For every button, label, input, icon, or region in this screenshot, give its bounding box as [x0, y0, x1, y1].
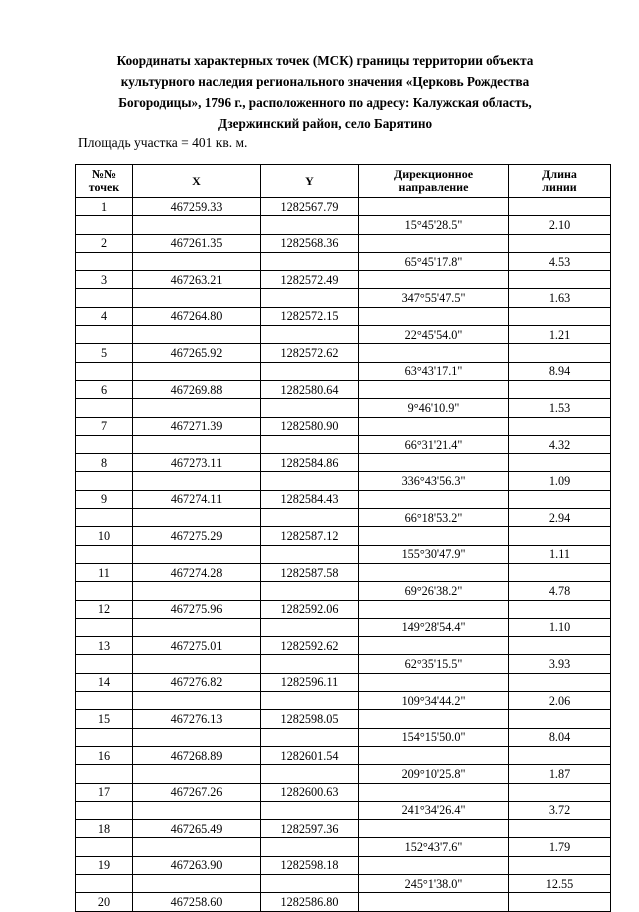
empty-cell	[359, 198, 509, 216]
segment-row	[76, 582, 611, 600]
point-x: 467265.92	[133, 344, 261, 362]
segment-row	[76, 252, 611, 270]
empty-cell	[133, 765, 261, 783]
segment-length: 12.55	[509, 874, 611, 892]
point-y: 1282572.15	[261, 307, 359, 325]
point-row	[76, 380, 611, 398]
empty-cell	[261, 801, 359, 819]
empty-cell	[509, 710, 611, 728]
point-y: 1282584.86	[261, 454, 359, 472]
empty-cell	[133, 655, 261, 673]
segment-length: 1.79	[509, 838, 611, 856]
empty-cell	[509, 563, 611, 581]
empty-cell	[359, 637, 509, 655]
empty-cell	[76, 509, 133, 527]
point-y: 1282597.36	[261, 820, 359, 838]
empty-cell	[261, 618, 359, 636]
segment-direction: 69°26'38.2"	[359, 582, 509, 600]
header-text: точек	[88, 180, 120, 194]
title-line: Координаты характерных точек (МСК) границы территории объекта	[116, 53, 534, 68]
empty-cell	[359, 527, 509, 545]
point-x: 467274.11	[133, 490, 261, 508]
point-number: 10	[76, 527, 133, 545]
segment-row	[76, 472, 611, 490]
point-x: 467269.88	[133, 380, 261, 398]
empty-cell	[509, 673, 611, 691]
point-y: 1282600.63	[261, 783, 359, 801]
point-number: 9	[76, 490, 133, 508]
empty-cell	[133, 399, 261, 417]
point-y: 1282598.05	[261, 710, 359, 728]
segment-length: 4.53	[509, 252, 611, 270]
empty-cell	[261, 692, 359, 710]
empty-cell	[261, 582, 359, 600]
header-length	[509, 165, 611, 198]
point-x: 467274.28	[133, 563, 261, 581]
table-body	[76, 198, 611, 912]
segment-row	[76, 289, 611, 307]
segment-direction: 149°28'54.4"	[359, 618, 509, 636]
point-y: 1282586.80	[261, 893, 359, 911]
point-x: 467275.29	[133, 527, 261, 545]
point-number: 20	[76, 893, 133, 911]
point-row	[76, 527, 611, 545]
point-x: 467265.49	[133, 820, 261, 838]
area-text: Площадь участка = 401 кв. м.	[78, 135, 248, 150]
empty-cell	[509, 893, 611, 911]
point-row	[76, 344, 611, 362]
empty-cell	[261, 765, 359, 783]
segment-direction: 347°55'47.5"	[359, 289, 509, 307]
empty-cell	[359, 820, 509, 838]
segment-length: 2.06	[509, 692, 611, 710]
segment-row	[76, 509, 611, 527]
point-row	[76, 710, 611, 728]
header-direction	[359, 165, 509, 198]
empty-cell	[133, 801, 261, 819]
empty-cell	[359, 271, 509, 289]
empty-cell	[261, 472, 359, 490]
empty-cell	[261, 252, 359, 270]
point-number: 15	[76, 710, 133, 728]
empty-cell	[261, 874, 359, 892]
empty-cell	[261, 545, 359, 563]
point-row	[76, 490, 611, 508]
empty-cell	[133, 216, 261, 234]
segment-direction: 66°18'53.2"	[359, 509, 509, 527]
point-row	[76, 198, 611, 216]
empty-cell	[359, 746, 509, 764]
empty-cell	[76, 362, 133, 380]
table-header-row	[76, 165, 611, 198]
empty-cell	[76, 655, 133, 673]
title-line: Богородицы», 1796 г., расположенного по адресу: Калужская область,	[118, 95, 532, 110]
point-row	[76, 856, 611, 874]
empty-cell	[359, 673, 509, 691]
empty-cell	[133, 509, 261, 527]
point-y: 1282580.90	[261, 417, 359, 435]
empty-cell	[76, 728, 133, 746]
empty-cell	[76, 582, 133, 600]
point-number: 5	[76, 344, 133, 362]
header-text: направление	[398, 180, 469, 194]
point-y: 1282587.12	[261, 527, 359, 545]
point-number: 13	[76, 637, 133, 655]
empty-cell	[76, 838, 133, 856]
segment-length: 1.87	[509, 765, 611, 783]
point-y: 1282598.18	[261, 856, 359, 874]
segment-row	[76, 692, 611, 710]
segment-direction: 109°34'44.2"	[359, 692, 509, 710]
empty-cell	[359, 234, 509, 252]
empty-cell	[133, 728, 261, 746]
point-x: 467261.35	[133, 234, 261, 252]
empty-cell	[133, 435, 261, 453]
empty-cell	[509, 856, 611, 874]
empty-cell	[133, 838, 261, 856]
empty-cell	[133, 472, 261, 490]
point-number: 3	[76, 271, 133, 289]
point-x: 467268.89	[133, 746, 261, 764]
point-row	[76, 600, 611, 618]
header-text: Длина	[542, 167, 577, 181]
segment-length: 1.10	[509, 618, 611, 636]
point-x: 467275.01	[133, 637, 261, 655]
point-number: 4	[76, 307, 133, 325]
segment-row	[76, 399, 611, 417]
point-y: 1282580.64	[261, 380, 359, 398]
point-y: 1282587.58	[261, 563, 359, 581]
point-row	[76, 234, 611, 252]
point-x: 467258.60	[133, 893, 261, 911]
empty-cell	[76, 435, 133, 453]
point-y: 1282568.36	[261, 234, 359, 252]
segment-row	[76, 655, 611, 673]
empty-cell	[133, 874, 261, 892]
empty-cell	[261, 289, 359, 307]
empty-cell	[359, 490, 509, 508]
empty-cell	[509, 600, 611, 618]
segment-direction: 9°46'10.9"	[359, 399, 509, 417]
point-number: 19	[76, 856, 133, 874]
empty-cell	[509, 198, 611, 216]
point-y: 1282572.49	[261, 271, 359, 289]
segment-length: 1.63	[509, 289, 611, 307]
segment-direction: 66°31'21.4"	[359, 435, 509, 453]
segment-row	[76, 326, 611, 344]
segment-row	[76, 838, 611, 856]
empty-cell	[261, 838, 359, 856]
empty-cell	[359, 856, 509, 874]
empty-cell	[509, 637, 611, 655]
segment-direction: 241°34'26.4"	[359, 801, 509, 819]
empty-cell	[261, 655, 359, 673]
segment-length: 4.32	[509, 435, 611, 453]
empty-cell	[133, 582, 261, 600]
segment-direction: 245°1'38.0"	[359, 874, 509, 892]
point-y: 1282592.62	[261, 637, 359, 655]
point-row	[76, 417, 611, 435]
empty-cell	[359, 344, 509, 362]
empty-cell	[359, 893, 509, 911]
point-y: 1282601.54	[261, 746, 359, 764]
empty-cell	[509, 307, 611, 325]
segment-length: 1.21	[509, 326, 611, 344]
segment-row	[76, 728, 611, 746]
segment-row	[76, 435, 611, 453]
empty-cell	[76, 472, 133, 490]
empty-cell	[359, 454, 509, 472]
point-x: 467267.26	[133, 783, 261, 801]
header-point-number	[76, 165, 133, 198]
empty-cell	[359, 600, 509, 618]
point-y: 1282572.62	[261, 344, 359, 362]
segment-direction: 22°45'54.0"	[359, 326, 509, 344]
point-row	[76, 271, 611, 289]
empty-cell	[76, 216, 133, 234]
header-y: Y	[261, 165, 359, 198]
point-row	[76, 893, 611, 911]
empty-cell	[261, 435, 359, 453]
point-number: 11	[76, 563, 133, 581]
point-row	[76, 454, 611, 472]
segment-length: 8.04	[509, 728, 611, 746]
empty-cell	[509, 417, 611, 435]
title-line: культурного наследия регионального значения «Церковь Рождества	[120, 74, 530, 89]
point-y: 1282567.79	[261, 198, 359, 216]
point-x: 467263.21	[133, 271, 261, 289]
empty-cell	[509, 234, 611, 252]
empty-cell	[76, 801, 133, 819]
point-row	[76, 783, 611, 801]
point-x: 467263.90	[133, 856, 261, 874]
point-number: 1	[76, 198, 133, 216]
segment-row	[76, 545, 611, 563]
segment-length: 8.94	[509, 362, 611, 380]
point-row	[76, 820, 611, 838]
empty-cell	[76, 545, 133, 563]
header-x: X	[133, 165, 261, 198]
point-x: 467271.39	[133, 417, 261, 435]
empty-cell	[261, 509, 359, 527]
document-title	[90, 50, 560, 134]
segment-row	[76, 801, 611, 819]
segment-length: 1.09	[509, 472, 611, 490]
empty-cell	[76, 765, 133, 783]
point-x: 467273.11	[133, 454, 261, 472]
coordinates-table	[75, 164, 611, 912]
empty-cell	[509, 271, 611, 289]
point-x: 467275.96	[133, 600, 261, 618]
segment-row	[76, 765, 611, 783]
point-y: 1282596.11	[261, 673, 359, 691]
empty-cell	[261, 326, 359, 344]
segment-row	[76, 216, 611, 234]
segment-direction: 336°43'56.3"	[359, 472, 509, 490]
empty-cell	[261, 399, 359, 417]
point-x: 467276.82	[133, 673, 261, 691]
point-number: 8	[76, 454, 133, 472]
point-number: 7	[76, 417, 133, 435]
empty-cell	[509, 380, 611, 398]
segment-direction: 155°30'47.9"	[359, 545, 509, 563]
point-row	[76, 673, 611, 691]
header-text: линии	[542, 180, 577, 194]
empty-cell	[133, 618, 261, 636]
empty-cell	[509, 527, 611, 545]
segment-length: 4.78	[509, 582, 611, 600]
empty-cell	[509, 454, 611, 472]
segment-direction: 15°45'28.5"	[359, 216, 509, 234]
empty-cell	[76, 252, 133, 270]
segment-length: 2.94	[509, 509, 611, 527]
point-y: 1282592.06	[261, 600, 359, 618]
point-number: 18	[76, 820, 133, 838]
segment-direction: 62°35'15.5"	[359, 655, 509, 673]
empty-cell	[359, 307, 509, 325]
empty-cell	[261, 728, 359, 746]
empty-cell	[359, 417, 509, 435]
segment-length: 3.93	[509, 655, 611, 673]
point-row	[76, 637, 611, 655]
point-x: 467264.80	[133, 307, 261, 325]
segment-direction: 65°45'17.8"	[359, 252, 509, 270]
empty-cell	[359, 783, 509, 801]
point-number: 16	[76, 746, 133, 764]
point-row	[76, 563, 611, 581]
empty-cell	[76, 289, 133, 307]
segment-row	[76, 874, 611, 892]
empty-cell	[133, 326, 261, 344]
point-x: 467276.13	[133, 710, 261, 728]
empty-cell	[133, 362, 261, 380]
empty-cell	[509, 746, 611, 764]
point-number: 12	[76, 600, 133, 618]
point-row	[76, 307, 611, 325]
point-x: 467259.33	[133, 198, 261, 216]
empty-cell	[133, 692, 261, 710]
empty-cell	[261, 362, 359, 380]
point-number: 2	[76, 234, 133, 252]
point-number: 6	[76, 380, 133, 398]
segment-row	[76, 362, 611, 380]
empty-cell	[133, 252, 261, 270]
empty-cell	[261, 216, 359, 234]
segment-row	[76, 618, 611, 636]
segment-direction: 209°10'25.8"	[359, 765, 509, 783]
empty-cell	[509, 783, 611, 801]
empty-cell	[359, 710, 509, 728]
point-row	[76, 746, 611, 764]
segment-direction: 154°15'50.0"	[359, 728, 509, 746]
empty-cell	[509, 490, 611, 508]
segment-direction: 63°43'17.1"	[359, 362, 509, 380]
header-text: №№	[91, 167, 117, 181]
point-number: 17	[76, 783, 133, 801]
empty-cell	[359, 380, 509, 398]
empty-cell	[76, 326, 133, 344]
header-text: Дирекционное	[393, 167, 474, 181]
empty-cell	[76, 874, 133, 892]
segment-length: 3.72	[509, 801, 611, 819]
empty-cell	[76, 618, 133, 636]
segment-length: 2.10	[509, 216, 611, 234]
segment-length: 1.53	[509, 399, 611, 417]
empty-cell	[509, 344, 611, 362]
empty-cell	[509, 820, 611, 838]
empty-cell	[76, 399, 133, 417]
point-number: 14	[76, 673, 133, 691]
empty-cell	[359, 563, 509, 581]
empty-cell	[133, 545, 261, 563]
title-line: Дзержинский район, село Барятино	[217, 116, 433, 131]
segment-direction: 152°43'7.6"	[359, 838, 509, 856]
empty-cell	[133, 289, 261, 307]
point-y: 1282584.43	[261, 490, 359, 508]
empty-cell	[76, 692, 133, 710]
segment-length: 1.11	[509, 545, 611, 563]
